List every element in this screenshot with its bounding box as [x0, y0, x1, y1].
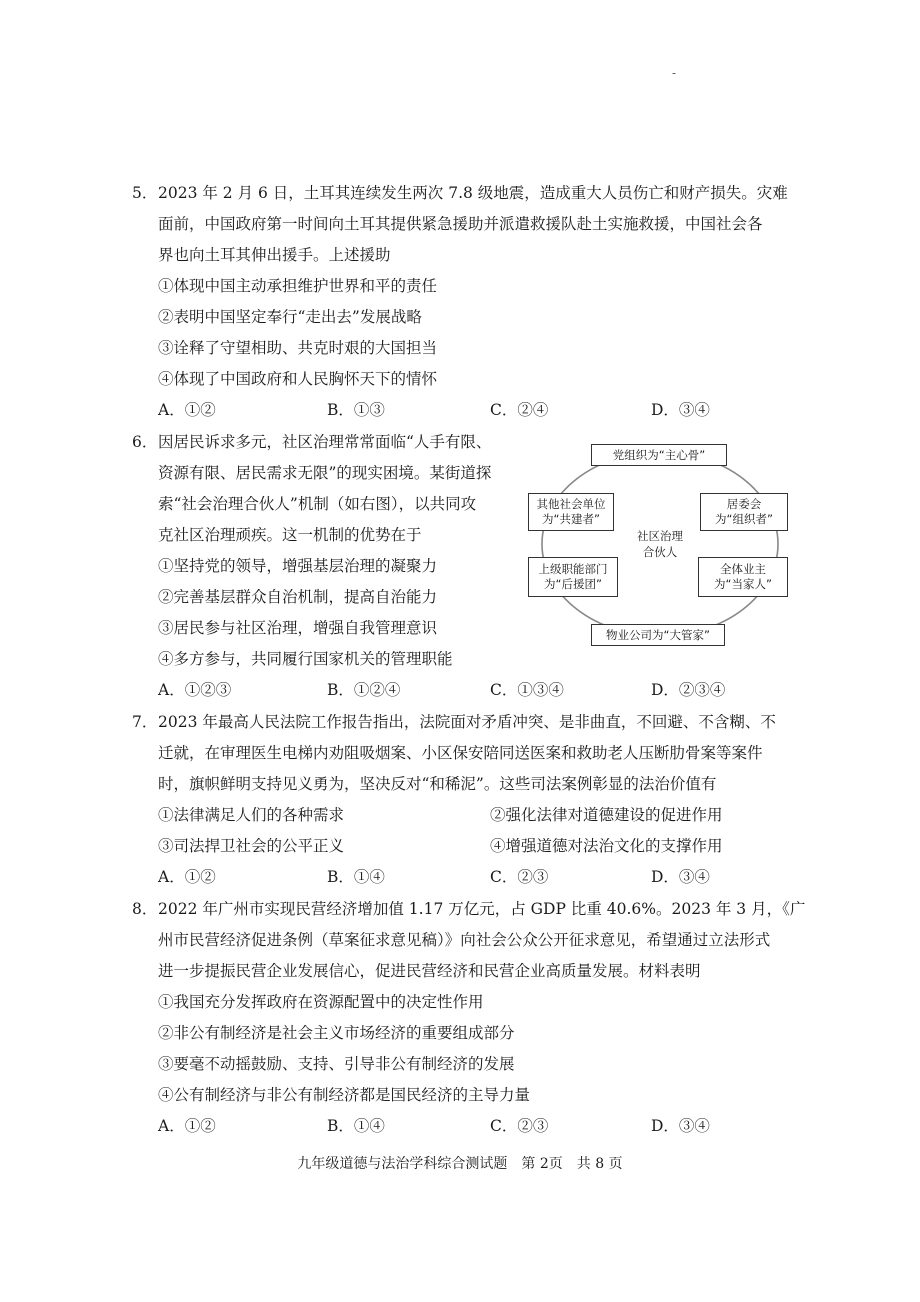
q6-option-c: C．①③④: [490, 681, 564, 699]
q5-stem-line-1: 5．2023 年 2 月 6 日，土耳其连续发生两次 7.8 级地震，造成重大人员伤亡和财产损失。灾难: [132, 184, 788, 202]
q7-item-4: ④增强道德对法治文化的支撑作用: [490, 837, 723, 855]
q5-item-2: ②表明中国坚定奉行“走出去”发展战略: [158, 308, 422, 326]
q6-stem-line-1: 6．因居民诉求多元，社区治理常常面临“人手有限、: [132, 433, 492, 451]
q5-item-1: ①体现中国主动承担维护世界和平的责任: [158, 277, 438, 295]
governance-partner-diagram: [520, 436, 800, 654]
q5-number: 5．: [132, 184, 158, 202]
q6-option-b: B．①②④: [327, 681, 401, 699]
box-party-organization: 党组织为“主心骨”: [591, 444, 727, 466]
q8-item-1: ①我国充分发挥政府在资源配置中的决定性作用: [158, 993, 484, 1011]
q7-option-d: D．③④: [651, 868, 710, 886]
box-higher-departments: 上级职能部门 为“后援团”: [528, 557, 618, 597]
box-residents-committee: 居委会 为“组织者”: [700, 493, 788, 531]
q5-option-c: C．②④: [490, 401, 549, 419]
q8-option-c: C．②③: [490, 1117, 549, 1135]
q7-stem-line-1: 7．2023 年最高人民法院工作报告指出，法院面对矛盾冲突、是非曲直，不回避、不含糊、不: [132, 713, 776, 731]
q7-stem-line-3: 时，旗帜鲜明支持见义勇为，坚决反对“和稀泥”。这些司法案例彰显的法治价值有: [158, 775, 717, 793]
q7-stem-line-2: 迁就，在审理医生电梯内劝阻吸烟案、小区保安陪同送医案和救助老人压断肋骨案等案件: [158, 744, 763, 762]
q5-stem-line-3: 界也向土耳其伸出援手。上述援助: [158, 246, 391, 264]
q7-item-3: ③司法捍卫社会的公平正义: [158, 837, 345, 855]
q6-item-2: ②完善基层群众自治机制，提高自治能力: [158, 588, 438, 606]
q8-item-3: ③要毫不动摇鼓励、支持、引导非公有制经济的发展: [158, 1055, 515, 1073]
q6-option-d: D．②③④: [651, 681, 726, 699]
q6-option-a: A．①②③: [158, 681, 232, 699]
q8-number: 8．: [132, 900, 158, 918]
diagram-center-label: 社区治理 合伙人: [637, 529, 683, 559]
box-other-units: 其他社会单位 为“共建者”: [528, 493, 614, 531]
q5-option-a: A．①②: [158, 401, 216, 419]
q8-option-d: D．③④: [651, 1117, 710, 1135]
q8-stem-line-2: 州市民营经济促进条例（草案征求意见稿）》向社会公众公开征求意见，希望通过立法形式: [158, 931, 771, 949]
page-footer: 九年级道德与法治学科综合测试题 第 2页 共 8 页: [297, 1156, 623, 1172]
q7-number: 7．: [132, 713, 158, 731]
q7-item-1: ①法律满足人们的各种需求: [158, 806, 345, 824]
box-all-owners: 全体业主 为“当家人”: [698, 557, 788, 597]
q8-stem-line-1: 8．2022 年广州市实现民营经济增加值 1.17 万亿元，占 GDP 比重 40.6%。2023 年 3 月，《广: [132, 900, 806, 918]
q8-option-b: B．①④: [327, 1117, 385, 1135]
q6-stem-line-2: 资源有限、居民需求无限”的现实困境。某街道探: [158, 464, 492, 482]
q8-item-2: ②非公有制经济是社会主义市场经济的重要组成部分: [158, 1024, 515, 1042]
header-mark: -: [672, 66, 677, 80]
q6-item-3: ③居民参与社区治理，增强自我管理意识: [158, 619, 438, 637]
q7-option-b: B．①④: [327, 868, 385, 886]
q8-stem-line-3: 进一步提振民营企业发展信心，促进民营经济和民营企业高质量发展。材料表明: [158, 962, 701, 980]
q5-item-3: ③诠释了守望相助、共克时艰的大国担当: [158, 339, 438, 357]
q7-option-c: C．②③: [490, 868, 549, 886]
q5-option-b: B．①③: [327, 401, 385, 419]
q6-number: 6．: [132, 433, 158, 451]
q7-item-2: ②强化法律对道德建设的促进作用: [490, 806, 723, 824]
q6-stem-line-4: 克社区治理顽疾。这一机制的优势在于: [158, 526, 422, 544]
q8-option-a: A．①②: [158, 1117, 216, 1135]
q7-option-a: A．①②: [158, 868, 216, 886]
q6-item-1: ①坚持党的领导，增强基层治理的凝聚力: [158, 557, 438, 575]
q8-item-4: ④公有制经济与非公有制经济都是国民经济的主导力量: [158, 1086, 531, 1104]
q5-option-d: D．③④: [651, 401, 710, 419]
q6-stem-line-3: 索“社会治理合伙人”机制（如右图），以共同攻: [158, 495, 477, 513]
q5-stem-line-2: 面前，中国政府第一时间向土耳其提供紧急援助并派遣救援队赴土实施救援，中国社会各: [158, 215, 763, 233]
q6-item-4: ④多方参与，共同履行国家机关的管理职能: [158, 650, 453, 668]
box-property-company: 物业公司为“大管家”: [591, 624, 725, 646]
q5-item-4: ④体现了中国政府和人民胸怀天下的情怀: [158, 370, 438, 388]
